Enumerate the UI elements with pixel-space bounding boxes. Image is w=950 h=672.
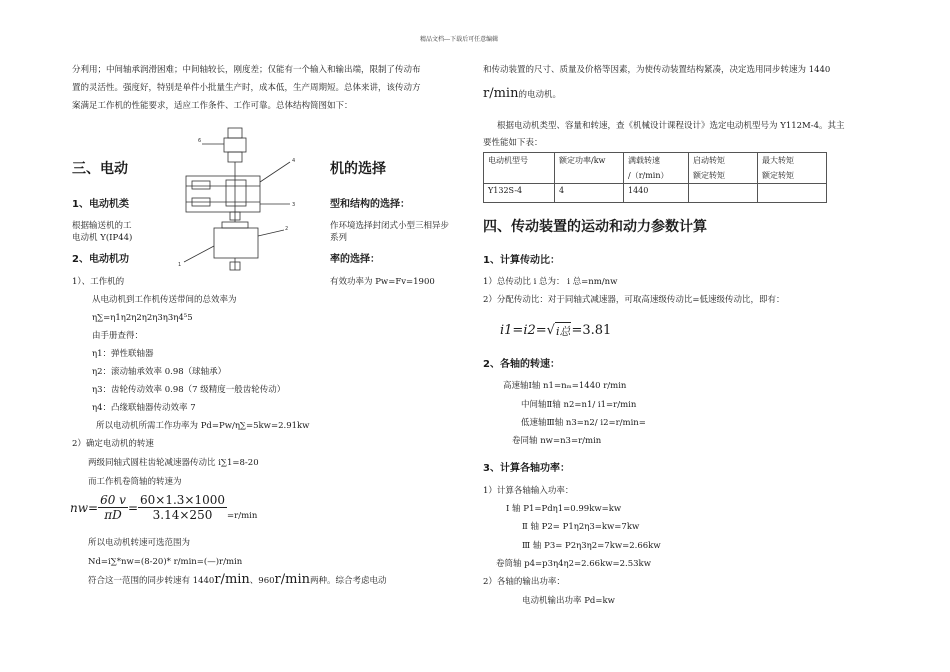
nw-unit: =r/min	[227, 510, 258, 521]
eta-3: η3：齿轮传动效率 0.98（7 级精度一般齿轮传动）	[92, 385, 286, 395]
intro-line-2: 置的灵活性。强度好，特别是单件小批量生产时，成本低，生产周期短。总体来讲，该传动方	[72, 83, 421, 93]
right-line-2-tail: 的电动机。	[518, 90, 561, 100]
ratio-formula	[500, 322, 611, 339]
sqrt-symbol: √	[546, 323, 555, 338]
eta-4: η4：凸缘联轴器传动效率 7	[92, 403, 196, 413]
conclusion-part-2: 、960	[249, 576, 275, 586]
item-2: 2）确定电动机的转速	[72, 439, 154, 449]
s3-line-1: 1）计算各轴输入功率：	[483, 486, 574, 496]
table-row	[484, 184, 827, 203]
manual-lookup: 由手册查得：	[92, 331, 144, 341]
subsection-4-2-title: 2、各轴的转速：	[483, 359, 560, 370]
s3-line-6: 2）各轴的输出功率：	[483, 577, 565, 587]
right-line-2-unit: r/min	[483, 86, 519, 101]
nw-fraction-1-den: πD	[104, 508, 122, 522]
s3-line-3: Ⅱ 轴 P2= P1η2η3=kw=7kw	[522, 522, 640, 532]
item-1-start: 1）、工作机的	[72, 277, 125, 287]
page-watermark: 精品文档---下载后可任意编辑	[420, 36, 499, 43]
subsection-1-title-start: 1、电动机类	[72, 199, 129, 210]
section-3-title-end: 机的选择	[330, 161, 386, 177]
table-cell: Y132S-4	[484, 184, 555, 203]
nw-formula: nw = $\frac{60 v}{\pi D}$ = $\frac{60\times 1.3\times 1000}{3.14\times 250}$ =r/min	[70, 493, 258, 522]
item-1-end: 有效功率为 Pw=Fv=1900	[330, 277, 435, 287]
table-header-row	[484, 153, 827, 184]
s1-line-1: 1）总传动比 i 总为： i 总=nm/nw	[483, 277, 618, 287]
table-cell	[689, 184, 758, 203]
ratio-formula-rhs: =3.81	[571, 323, 612, 338]
nw-fraction-2	[138, 493, 227, 522]
nw-fraction-1-num: 60 v	[100, 493, 126, 507]
table-header-line: 满载转速	[628, 156, 660, 165]
table-header-line: 启动转矩	[693, 156, 725, 165]
table-header-cell: 电动机型号	[484, 153, 555, 184]
range-intro: 所以电动机转速可选范围为	[88, 538, 191, 548]
s3-line-5: 卷筒轴 p4=p3η4η2=2.66kw=2.53kw	[496, 559, 651, 569]
efficiency-intro: 从电动机到工作机传送带间的总效率为	[92, 295, 237, 305]
intro-line-1: 分利用；中间轴承润滑困难；中间轴较长，刚度差；仅能有一个输入和输出端，限制了传动布	[72, 65, 421, 75]
table-header-cell	[758, 153, 827, 184]
table-cell: 1440	[624, 184, 689, 203]
subsection-1-title-end: 型和结构的选择：	[330, 199, 410, 210]
section-4-title: 四、传动装置的运动和动力参数计算	[483, 219, 707, 235]
svg-text:4: 4	[292, 158, 296, 164]
conclusion-part-1: 符合这一范围的同步转速有 1440	[88, 576, 215, 586]
s3-line-2: Ⅰ 轴 P1=Pdη1=0.99kw=kw	[506, 504, 622, 514]
s2-line-1: 高速轴Ⅰ轴 n1=nₘ=1440 r/min	[503, 381, 627, 391]
eta-1: η1：弹性联轴器	[92, 349, 154, 359]
motor-spec-table	[483, 152, 827, 203]
svg-text:1: 1	[178, 262, 182, 268]
s3-line-4: Ⅲ 轴 P3= P2η3η2=7kw=2.66kw	[522, 541, 661, 551]
table-cell	[758, 184, 827, 203]
svg-text:2: 2	[285, 226, 289, 232]
section-3-title-start: 三、电动	[72, 161, 128, 177]
s2-line-2: 中间轴Ⅱ轴 n2=n1/ i1=r/min	[521, 400, 637, 410]
conclusion-part-3: 两种。综合考虑电动	[309, 576, 387, 586]
sub1-body-right-1: 作环境选择封闭式小型三相异步	[330, 221, 450, 231]
conclusion-unit-2: r/min	[274, 572, 310, 587]
table-header-line: 额定转矩	[762, 171, 794, 180]
subsection-2-title-start: 2、电动机功	[72, 254, 129, 265]
conclusion-line	[88, 572, 387, 587]
sub1-body-right-2: 系列	[330, 233, 348, 243]
table-header-line: 额定转矩	[693, 171, 725, 180]
s1-line-2: 2）分配传动比：对于同轴式减速器，可取高速级传动比=低速级传动比，即有：	[483, 295, 785, 305]
s2-line-4: 卷同轴 nw=n3=r/min	[512, 436, 602, 446]
nw-fraction-2-num: 60×1.3×1000	[140, 493, 226, 507]
subsection-4-3-title: 3、计算各轴功率：	[483, 463, 570, 474]
table-cell: 4	[555, 184, 624, 203]
efficiency-formula: η∑=η1η2η2η2η3η3η4⁵5	[92, 313, 193, 323]
s3-line-7: 电动机输出功率 Pd=kw	[522, 596, 615, 606]
transmission-structure-diagram	[172, 124, 312, 274]
table-header-line: 最大转矩	[762, 156, 794, 165]
power-required: 所以电动机所需工作功率为 Pd=Pw/η∑=5kw=2.91kw	[96, 421, 310, 431]
ratio-range: 两级同轴式圆柱齿轮减速器传动比 i∑1=8-20	[88, 458, 259, 468]
subsection-4-1-title: 1、计算传动比：	[483, 255, 560, 266]
eta-2: η2：滚动轴承效率 0.98（球轴承）	[92, 367, 227, 377]
sub1-body-left-2: 电动机 Y(IP44)	[72, 233, 133, 243]
intro-line-3: 案满足工作机的性能要求，适应工作条件、工作可靠。总体结构简图如下：	[72, 101, 353, 111]
speed-intro: 而工作机卷筒轴的转速为	[88, 477, 182, 487]
table-header-cell: 额定功率/kw	[555, 153, 624, 184]
right-line-4: 要性能如下表：	[483, 138, 543, 148]
ratio-formula-lhs: i1=i2=	[500, 323, 547, 338]
table-header-line: /（r/min）	[628, 171, 669, 180]
nd-formula: Nd=i∑*nw=(8-20)* r/min=(—)r/min	[88, 557, 243, 567]
s2-line-3: 低速轴Ⅲ轴 n3=n2/ i2=r/min=	[521, 418, 646, 428]
svg-text:6: 6	[198, 138, 202, 144]
right-line-2	[483, 86, 561, 101]
nw-fraction-1	[98, 493, 128, 522]
sub1-body-left-1: 根据输送机的工	[72, 221, 132, 231]
table-header-cell	[689, 153, 758, 184]
nw-symbol: nw	[70, 500, 88, 515]
right-line-1: 和传动装置的尺寸、质量及价格等因素，为使传动装置结构紧凑，决定选用同步转速为 1440	[483, 65, 831, 75]
svg-text:3: 3	[292, 202, 296, 208]
ratio-formula-radicand: i总	[555, 322, 572, 339]
subsection-2-title-end: 率的选择：	[330, 254, 380, 265]
table-header-cell	[624, 153, 689, 184]
nw-fraction-2-den: 3.14×250	[152, 508, 213, 522]
nw-equals: =	[88, 500, 99, 515]
conclusion-unit-1: r/min	[214, 572, 250, 587]
right-line-3: 根据电动机类型、容量和转速，查《机械设计课程设计》选定电动机型号为 Y112M-4。其主	[497, 121, 845, 131]
